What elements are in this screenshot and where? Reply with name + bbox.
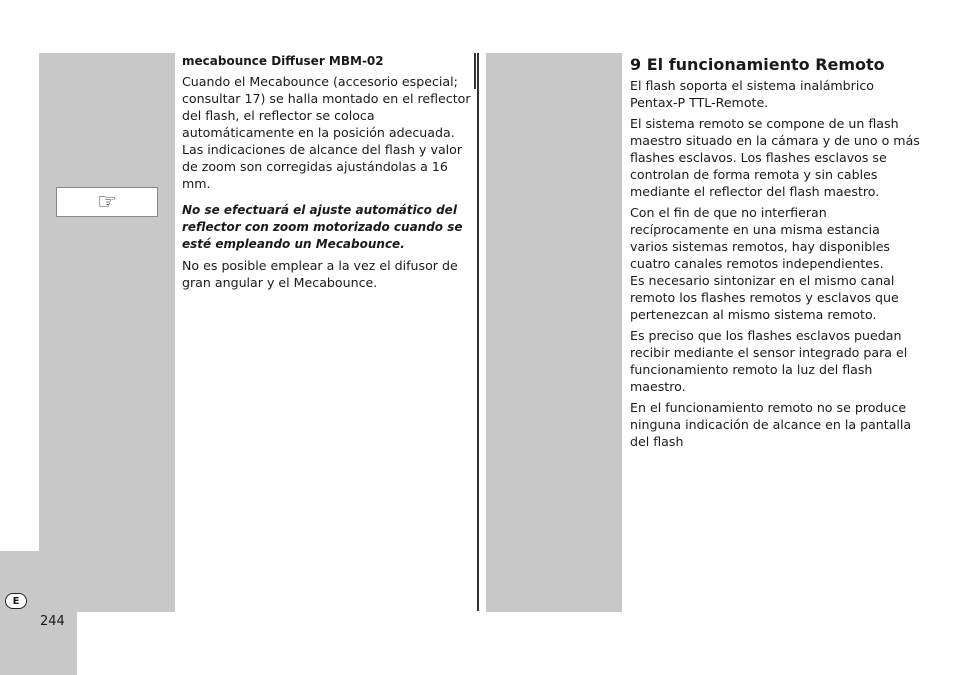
note-box xyxy=(56,187,158,217)
section-heading: 9 El funcionamiento Remoto xyxy=(630,55,885,74)
language-badge: E xyxy=(5,593,27,609)
body-paragraph: Es necesario sintonizar en el mismo canal remoto los flashes remotos y esclavos que pertenezcan al mismo sistema remoto. xyxy=(630,273,899,322)
body-paragraph: Con el fin de que no interfieran recíprocamente en una misma estancia varios sistemas remotos, hay disponibles cuatro canales remotos independientes. xyxy=(630,205,890,271)
lower-left-tab xyxy=(0,551,39,675)
section-subheading: mecabounce Diffuser MBM-02 xyxy=(182,54,384,68)
note-text: No se efectuará el ajuste automático del reflector con zoom motorizado cuando se esté empleando un Mecabounce. xyxy=(182,203,463,251)
body-paragraph: No es posible emplear a la vez el difusor de gran angular y el Mecabounce. xyxy=(182,258,458,290)
body-paragraph: El sistema remoto se compone de un flash maestro situado en la cámara y de uno o más flashes esclavos. Los flashes esclavos se controlan de forma remota y sin cables mediante el reflector del flash maestro. xyxy=(630,116,920,199)
body-paragraph: Cuando el Mecabounce (accesorio especial; consultar 17) se halla montado en el reflector del flash, el reflector se coloca automáticamente en la posición adecuada. Las indicaciones de alcance del flash y valor de zoom son corregidas ajustándolas a 16 mm. xyxy=(182,74,471,191)
right-margin-band xyxy=(486,53,622,612)
page-number: 244 xyxy=(40,614,65,629)
body-paragraph: El flash soporta el sistema inalámbrico Pentax-P TTL-Remote. xyxy=(630,78,874,110)
body-paragraph: En el funcionamiento remoto no se produce ninguna indicación de alcance en la pantalla del flash xyxy=(630,400,912,449)
body-paragraph: Es preciso que los flashes esclavos puedan recibir mediante el sensor integrado para el funcionamiento remoto la luz del flash maestro. xyxy=(630,328,908,394)
column-divider-top-mark xyxy=(474,53,476,89)
left-text-column xyxy=(182,53,472,295)
right-text-column xyxy=(630,55,920,454)
column-divider xyxy=(477,53,479,611)
pointing-hand-icon: ☞ xyxy=(97,189,117,215)
left-margin-band xyxy=(39,53,175,612)
